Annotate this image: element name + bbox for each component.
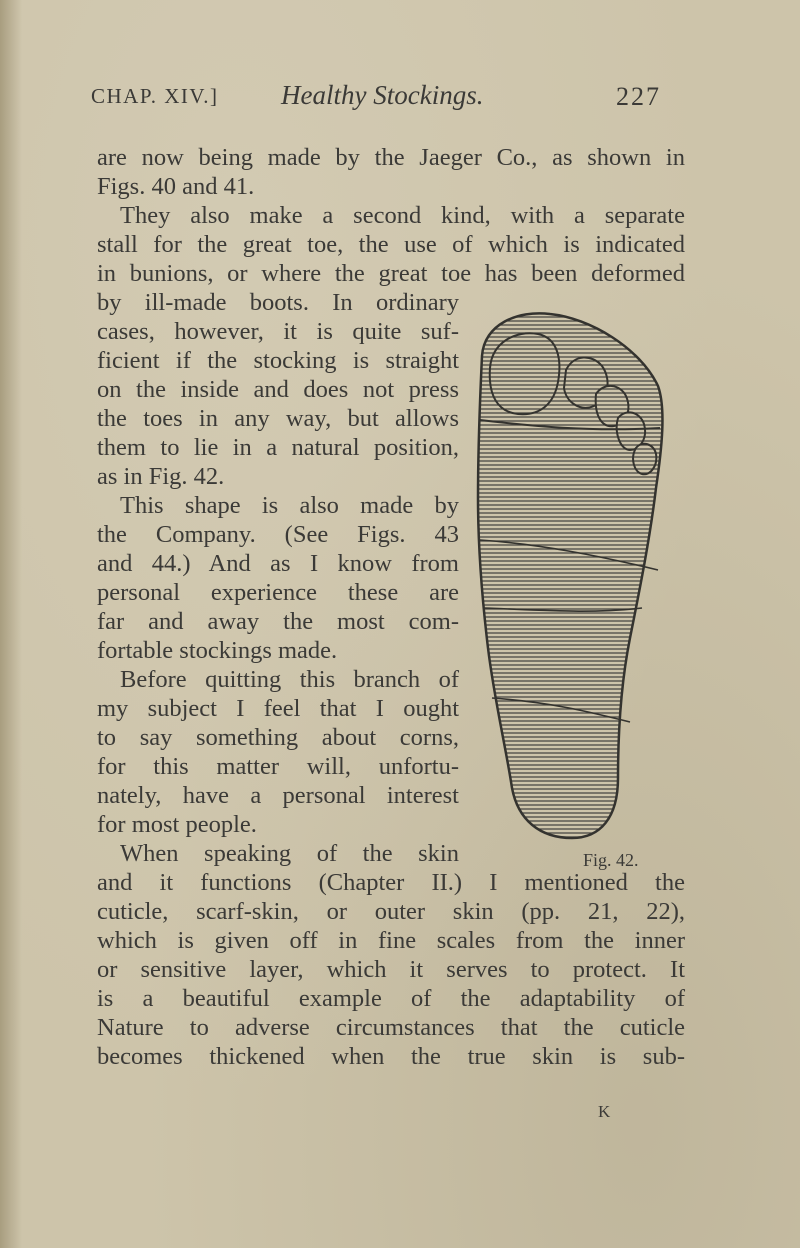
text-line: which is given off in fine scales from the inner — [97, 927, 685, 954]
text-line: Before quitting this branch of — [120, 666, 459, 693]
text-line: far and away the most com- — [97, 608, 459, 635]
text-line: in bunions, or where the great toe has been deformed — [97, 260, 685, 287]
text-line: This shape is also made by — [120, 492, 459, 519]
text-line: stall for the great toe, the use of which is indicated — [97, 231, 685, 258]
text-line: Nature to adverse circumstances that the cuticle — [97, 1014, 685, 1041]
text-line: Figs. 40 and 41. — [97, 173, 255, 200]
running-title: Healthy Stockings. — [281, 80, 484, 110]
text-line: to say something about corns, — [97, 724, 459, 751]
text-line: cases, however, it is quite suf- — [97, 318, 459, 345]
text-line: them to lie in a natural position, — [97, 434, 459, 461]
text-line: my subject I feel that I ought — [97, 695, 459, 722]
text-line: cuticle, scarf-skin, or outer skin (pp. 21, 22), — [97, 898, 685, 925]
text-line: or sensitive layer, which it serves to protect. It — [97, 956, 685, 983]
text-line: the Company. (See Figs. 43 — [97, 521, 459, 548]
running-header — [91, 78, 691, 118]
text-line: on the inside and does not press — [97, 376, 459, 403]
page-number: 227 — [616, 82, 661, 111]
figure-caption: Fig. 42. — [583, 850, 639, 870]
text-line: nately, have a personal interest — [97, 782, 459, 809]
text-line: for most people. — [97, 811, 257, 838]
page-spine-shadow — [0, 0, 22, 1248]
text-line: ficient if the stocking is straight — [97, 347, 459, 374]
text-line: personal experience these are — [97, 579, 459, 606]
text-line: fortable stockings made. — [97, 637, 338, 664]
text-line: as in Fig. 42. — [97, 463, 225, 490]
text-line: and it functions (Chapter II.) I mentioned the — [97, 869, 685, 896]
text-line: by ill-made boots. In ordinary — [97, 289, 459, 316]
chapter-label: CHAP. XIV.] — [91, 84, 219, 108]
stocking-sole-illustration-icon — [470, 308, 670, 846]
text-line: They also make a second kind, with a separate — [120, 202, 685, 229]
signature-mark: K — [598, 1102, 611, 1121]
text-line: becomes thickened when the true skin is sub- — [97, 1043, 685, 1070]
text-line: When speaking of the skin — [120, 840, 459, 867]
text-line: the toes in any way, but allows — [97, 405, 459, 432]
text-line: are now being made by the Jaeger Co., as shown in — [97, 144, 685, 171]
text-line: is a beautiful example of the adaptability of — [97, 985, 685, 1012]
text-line: for this matter will, unfortu- — [97, 753, 459, 780]
text-line: and 44.) And as I know from — [97, 550, 459, 577]
